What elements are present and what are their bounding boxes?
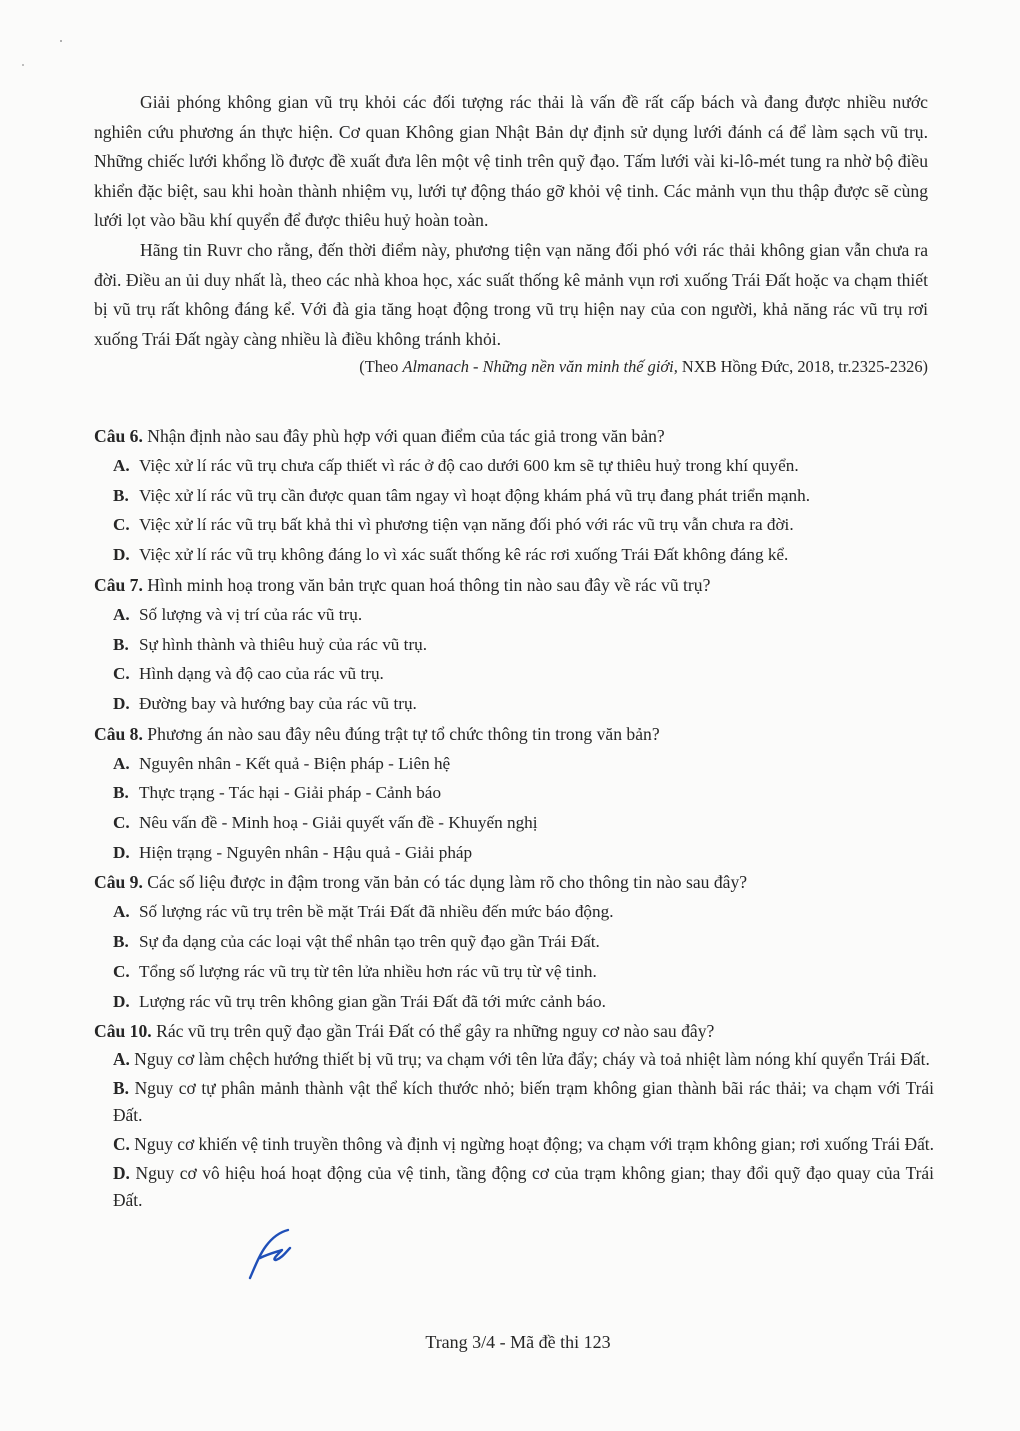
- question-number: Câu 8.: [94, 723, 143, 744]
- option-letter: D.: [113, 1163, 130, 1184]
- option-c: [94, 510, 934, 540]
- question-6: [94, 421, 934, 570]
- option-text: Hình dạng và độ cao của rác vũ trụ.: [139, 664, 384, 684]
- option-d: [94, 689, 934, 719]
- question-stem: [94, 1016, 934, 1046]
- option-b: [94, 927, 934, 957]
- scan-speck: [22, 64, 24, 66]
- question-text: Phương án nào sau đây nêu đúng trật tự tổ chức thông tin trong văn bản?: [142, 723, 660, 744]
- option-letter: A.: [113, 1049, 130, 1070]
- option-text: Số lượng và vị trí của rác vũ trụ.: [139, 604, 363, 624]
- option-b: [94, 778, 934, 808]
- option-b: [94, 1075, 934, 1129]
- option-letter: C.: [113, 961, 130, 981]
- option-text: Tổng số lượng rác vũ trụ từ tên lửa nhiều hơn rác vũ trụ từ vệ tinh.: [139, 961, 597, 981]
- question-text: Nhận định nào sau đây phù hợp với quan điểm của tác giả trong văn bản?: [142, 426, 665, 446]
- option-text: Số lượng rác vũ trụ trên bề mặt Trái Đất đã nhiều đến mức báo động.: [139, 902, 614, 922]
- scan-speck: [60, 40, 62, 42]
- question-text: Rác vũ trụ trên quỹ đạo gần Trái Đất có thể gây ra những nguy cơ nào sau đây?: [151, 1021, 715, 1042]
- option-text: Nêu vấn đề - Minh hoạ - Giải quyết vấn đề - Khuyến nghị: [139, 813, 538, 833]
- option-text: Hiện trạng - Nguyên nhân - Hậu quả - Giải pháp: [139, 842, 473, 862]
- option-text: Việc xử lí rác vũ trụ cần được quan tâm ngay vì hoạt động khám phá vũ trụ đang phát triển mạnh.: [139, 485, 811, 505]
- question-number: Câu 10.: [94, 1021, 152, 1042]
- option-letter: C.: [113, 813, 130, 833]
- option-letter: C.: [113, 1134, 130, 1155]
- option-a: [94, 600, 934, 630]
- citation-title: Almanach - Những nền văn minh thế giới,: [402, 357, 678, 377]
- passage-paragraph-1: Giải phóng không gian vũ trụ khỏi các đối tượng rác thải là vấn đề rất cấp bách và đang được nhiều nước nghiên cứu phương án thực hiện. Cơ quan Không gian Nhật Bản dự định sử dụng lưới đánh cá để làm sạch vũ trụ. Những chiếc lưới khổng lồ được đề xuất đưa lên một vệ tinh trên quỹ đạo. Tấm lưới vài ki-lô-mét tung ra nhờ bộ điều khiển đặc biệt, sau khi hoàn thành nhiệm vụ, lưới tự động tháo gỡ khỏi vệ tinh. Các mảnh vụn thu thập được sẽ cùng lưới lọt vào bầu khí quyển để được thiêu huỷ hoàn toàn.: [94, 92, 928, 231]
- question-8: [94, 719, 934, 868]
- option-text: Sự đa dạng của các loại vật thể nhân tạo trên quỹ đạo gần Trái Đất.: [139, 932, 600, 952]
- page-label: Trang 3/4 - Mã đề thi 123: [425, 1332, 611, 1352]
- question-stem: [94, 421, 934, 451]
- option-text: Nguy cơ tự phân mảnh thành vật thể kích thước nhỏ; biến trạm không gian thành bãi rác thải; va chạm với Trái Đất.: [113, 1078, 934, 1126]
- option-letter: A.: [113, 753, 130, 773]
- option-text: Nguy cơ khiến vệ tinh truyền thông và định vị ngừng hoạt động; va chạm với trạm không gian; rơi xuống Trái Đất.: [134, 1134, 934, 1155]
- option-letter: D.: [113, 693, 130, 713]
- option-text: Lượng rác vũ trụ trên không gian gần Trái Đất đã tới mức cảnh báo.: [139, 991, 606, 1011]
- option-text: Thực trạng - Tác hại - Giải pháp - Cảnh báo: [139, 783, 442, 803]
- option-d: [94, 987, 934, 1017]
- option-c: [94, 1131, 934, 1158]
- option-c: [94, 659, 934, 689]
- option-letter: B.: [113, 634, 129, 654]
- option-letter: A.: [113, 456, 130, 475]
- option-a: [94, 1046, 934, 1073]
- question-text: Hình minh hoạ trong văn bản trực quan hoá thông tin nào sau đây về rác vũ trụ?: [142, 574, 711, 595]
- option-text: Nguy cơ vô hiệu hoá hoạt động của vệ tinh, tầng động cơ của trạm không gian; thay đổi quỹ đạo quay của Trái Đất.: [113, 1163, 934, 1211]
- question-9: [94, 867, 934, 1016]
- reading-passage: [94, 88, 928, 380]
- option-letter: D.: [113, 545, 130, 565]
- option-letter: D.: [113, 991, 130, 1011]
- citation-prefix: (Theo: [359, 357, 403, 377]
- option-text: Việc xử lí rác vũ trụ chưa cấp thiết vì rác ở độ cao dưới 600 km sẽ tự thiêu huỷ trong khí quyển.: [139, 456, 799, 475]
- option-letter: C.: [113, 515, 130, 535]
- question-number: Câu 7.: [94, 574, 143, 595]
- option-letter: B.: [113, 485, 129, 505]
- option-a: [94, 749, 934, 779]
- passage-paragraph-2: Hãng tin Ruvr cho rằng, đến thời điểm này, phương tiện vạn năng đối phó với rác thải không gian vẫn chưa ra đời. Điều an ủi duy nhất là, theo các nhà khoa học, xác suất thống kê mảnh vụn rơi xuống Trái Đất hoặc va chạm thiết bị vũ trụ rất không đáng kể. Với đà gia tăng hoạt động trong vũ trụ hiện nay của con người, khả năng rác vũ trụ rơi xuống Trái Đất ngày càng nhiều là điều không tránh khỏi.: [94, 239, 928, 349]
- question-7: [94, 570, 934, 719]
- option-b: [94, 630, 934, 660]
- option-d: [94, 838, 934, 868]
- option-letter: A.: [113, 604, 130, 624]
- option-text: Nguyên nhân - Kết quả - Biện pháp - Liên hệ: [139, 753, 451, 773]
- option-c: [94, 957, 934, 987]
- question-stem: [94, 719, 934, 749]
- option-d: [94, 1160, 934, 1214]
- option-b: [94, 481, 934, 511]
- question-stem: [94, 867, 934, 897]
- option-letter: B.: [113, 1078, 129, 1099]
- handwritten-signature: [246, 1224, 316, 1280]
- option-a: [94, 451, 934, 481]
- page-footer: [0, 1329, 1020, 1355]
- citation-suffix: NXB Hồng Đức, 2018, tr.2325-2326): [677, 357, 928, 377]
- question-number: Câu 9.: [94, 872, 143, 893]
- option-letter: D.: [113, 842, 130, 862]
- option-a: [94, 897, 934, 927]
- option-d: [94, 540, 934, 570]
- option-text: Sự hình thành và thiêu huỷ của rác vũ trụ.: [139, 634, 428, 654]
- option-letter: C.: [113, 664, 130, 684]
- option-text: Đường bay và hướng bay của rác vũ trụ.: [139, 693, 417, 713]
- question-number: Câu 6.: [94, 426, 143, 446]
- option-letter: A.: [113, 902, 130, 922]
- option-text: Việc xử lí rác vũ trụ không đáng lo vì xác suất thống kê rác rơi xuống Trái Đất không đáng kể.: [139, 545, 789, 565]
- option-c: [94, 808, 934, 838]
- option-letter: B.: [113, 932, 129, 952]
- question-text: Các số liệu được in đậm trong văn bản có tác dụng làm rõ cho thông tin nào sau đây?: [142, 872, 748, 893]
- option-text: Nguy cơ làm chệch hướng thiết bị vũ trụ; va chạm với tên lửa đẩy; cháy và toả nhiệt làm nóng khí quyển Trái Đất.: [134, 1049, 930, 1070]
- question-10: [94, 1016, 934, 1214]
- option-letter: B.: [113, 783, 129, 803]
- question-list: [94, 421, 934, 1216]
- question-stem: [94, 570, 934, 600]
- option-text: Việc xử lí rác vũ trụ bất khả thi vì phương tiện vạn năng đối phó với rác vũ trụ vẫn chưa ra đời.: [139, 515, 794, 535]
- source-citation: [94, 354, 928, 380]
